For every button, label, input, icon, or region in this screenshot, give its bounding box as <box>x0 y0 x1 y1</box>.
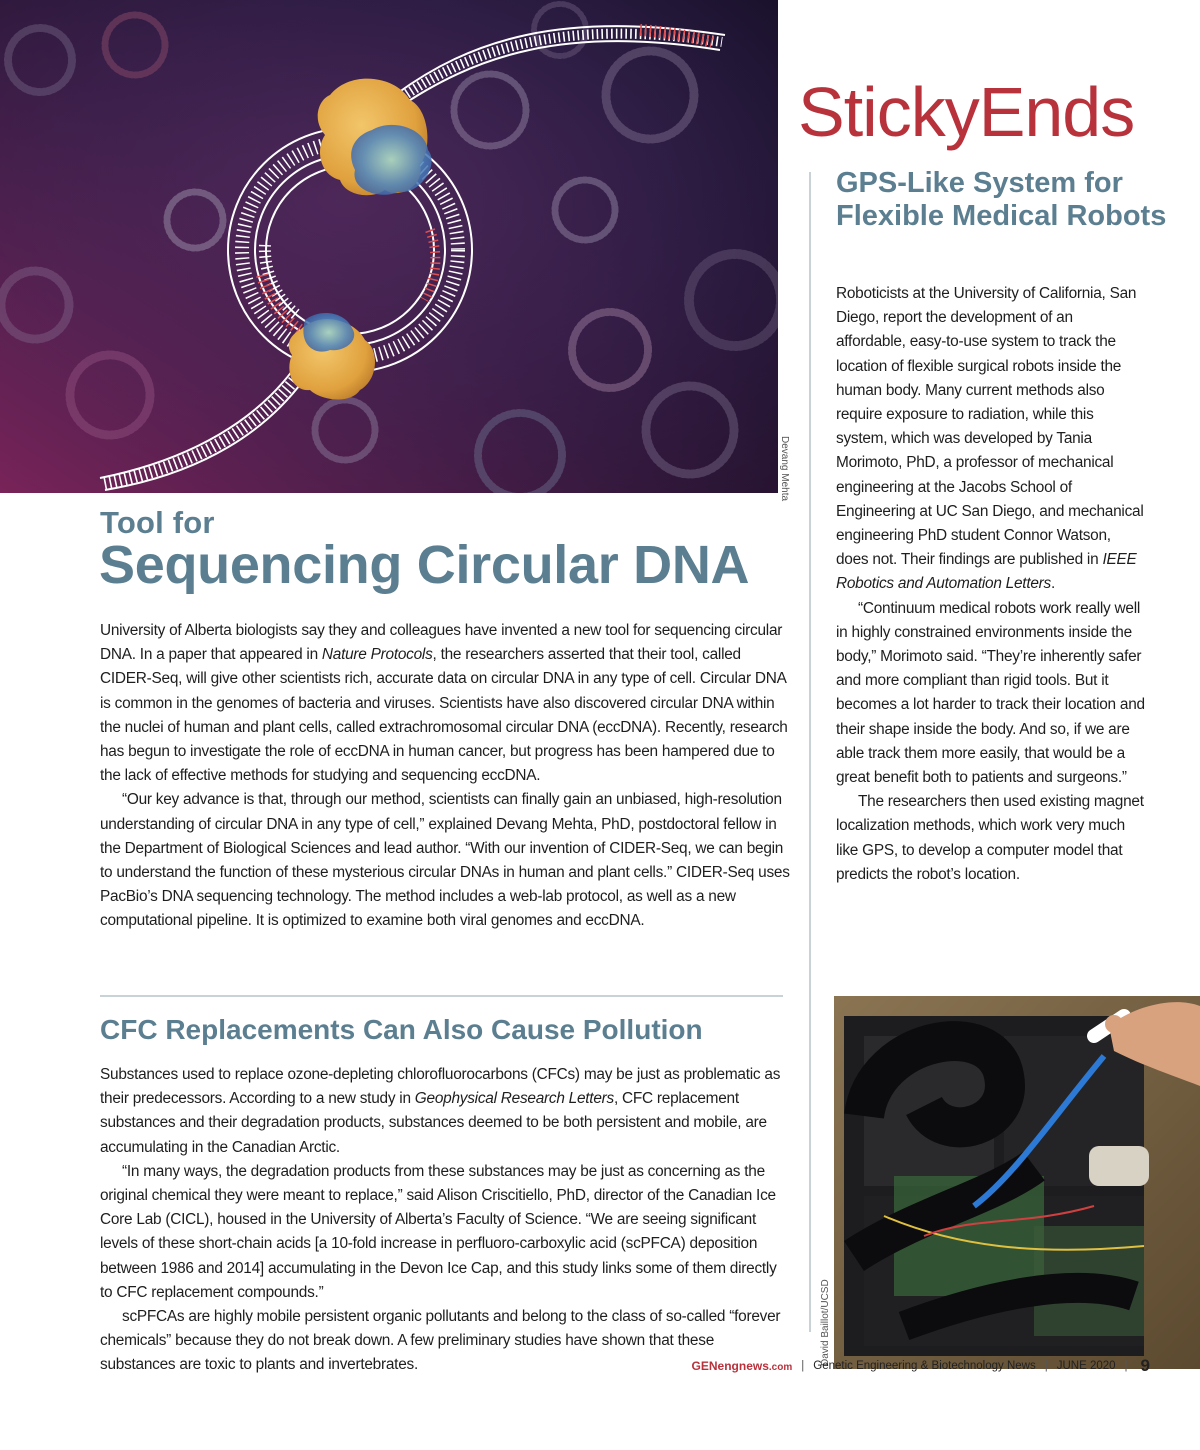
sidebar-headline: GPS-Like System for Flexible Medical Robots <box>836 167 1167 232</box>
article-paragraph: scPFCAs are highly mobile persistent organic pollutants and belong to the class of so-called “forever chemicals” because they do not break down. A few preliminary studies have shown that these substances are toxic to plants and invertebrates. <box>100 1308 781 1374</box>
article-paragraph <box>100 1063 790 1160</box>
dna-circle-illustration-icon <box>0 0 778 493</box>
journal-name: Nature Protocols <box>321 646 433 664</box>
sidebar-body <box>836 282 1146 887</box>
article-kicker: Tool for <box>100 505 215 540</box>
footer-publication: Genetic Engineering & Biotechnology News <box>813 1360 1036 1372</box>
text-run: , CFC replacement substances and their degradation products, substances deemed to be both persistent and mobile, are accumulating in the Canadian Arctic. <box>100 1090 767 1156</box>
site-suffix: .com <box>768 1362 793 1373</box>
hero-illustration <box>0 0 778 493</box>
article-paragraph <box>100 619 790 788</box>
robot-tracking-photo <box>834 996 1200 1369</box>
section-title: StickyEnds <box>798 73 1135 151</box>
footer-site-link[interactable] <box>692 1359 793 1373</box>
page-footer <box>0 1356 1150 1376</box>
article-headline: Sequencing Circular DNA <box>99 535 750 595</box>
footer-separator: | <box>1044 1360 1048 1372</box>
footer-separator: | <box>801 1360 805 1372</box>
sidebar-paragraph: “Continuum medical robots work really well in highly constrained environments inside the body,” Morimoto said. “They’re inherently safer and more compliant than rigid tools. But it becomes a lot harder to track their location and their shape inside the body. And so, if we are able track them more easily, that would be a great benefit both to patients and surgeons.” <box>836 599 1145 787</box>
article-paragraph: “In many ways, the degradation products from these substances may be just as concerning as the original chemical they were meant to replace,” said Alison Criscitiello, PhD, director of the Canadian Ice Core Lab (CICL), housed in the University of Alberta’s Faculty of Science. “We are seeing significant levels of these short-chain acids [a 10-fold increase in perfluoro-carboxylic acid (scPFCA) deposition between 1986 and 2014] accumulating in the Devon Ice Cap, and this study links some of them directly to CFC replacement compounds.” <box>100 1162 777 1301</box>
article-paragraph: “Our key advance is that, through our method, scientists can finally gain an unbiased, high-resolution understanding of circular DNA in any type of cell,” explained Devang Mehta, PhD, postdoctoral fellow in the Department of Biological Sciences and lead author. “With our invention of CIDER-Seq, we can begin to understand the function of these mysterious circular DNAs in human and plant cells.” CIDER-Seq uses PacBio’s DNA sequencing technology. The method includes a web-lab protocol, as well as a new computational pipeline. It is optimized to examine both viral genomes and eccDNA. <box>100 791 790 930</box>
article-headline: CFC Replacements Can Also Cause Pollution <box>100 1014 703 1045</box>
article-body <box>100 619 790 934</box>
text-run: Substances used to replace ozone-depleting chlorofluorocarbons (CFCs) may be just as problematic as their predecessors. According to a new study in <box>100 1066 781 1108</box>
footer-separator: | <box>1124 1360 1128 1372</box>
robot-tracking-photo-icon <box>834 996 1200 1369</box>
text-run: . <box>1050 575 1056 593</box>
footer-date: JUNE 2020 <box>1056 1360 1116 1372</box>
sidebar-paragraph: The researchers then used existing magnet localization methods, which work very much like GPS, to develop a computer model that predicts the robot’s location. <box>836 793 1144 883</box>
text-run: , the researchers asserted that their tool, called CIDER-Seq, will give other scientists rich, accurate data on circular DNA in any type of cell. Circular DNA is common in the genomes of bacteria and viruses. Scientists have also discovered circular DNA within the nuclei of human and plant cells, called extrachromosomal circular DNA (eccDNA). Recently, research has begun to investigate the role of eccDNA in human cancer, but progress has been hampered due to the lack of effective methods for studying and sequencing eccDNA. <box>100 646 788 785</box>
page-number: 9 <box>1140 1356 1150 1375</box>
column-rule <box>809 172 811 1332</box>
journal-name: Geophysical Research Letters <box>414 1090 614 1108</box>
section-divider <box>100 995 783 997</box>
journal-name: IEEE Robotics and Automation Letters <box>836 551 1137 593</box>
text-run: Roboticists at the University of California, San Diego, report the development of an affordable, easy-to-use system to track the location of flexible surgical robots inside the human body. Many current methods also require exposure to radiation, while this system, which was developed by Tania Morimoto, PhD, a professor of mechanical engineering at the Jacobs School of Engineering at UC San Diego, and mechanical engineering PhD student Connor Watson, does not. Their findings are published in <box>836 285 1144 569</box>
text-run: University of Alberta biologists say they and colleagues have invented a new tool for sequencing circular DNA. In a paper that appeared in <box>100 622 783 664</box>
hero-photo-credit: Devang Mehta <box>779 436 790 502</box>
site-name: GENengnews <box>691 1359 769 1373</box>
photo-credit: David Baillot/UCSD <box>820 1279 831 1366</box>
sidebar-paragraph <box>836 282 1146 597</box>
article-body <box>100 1063 793 1378</box>
